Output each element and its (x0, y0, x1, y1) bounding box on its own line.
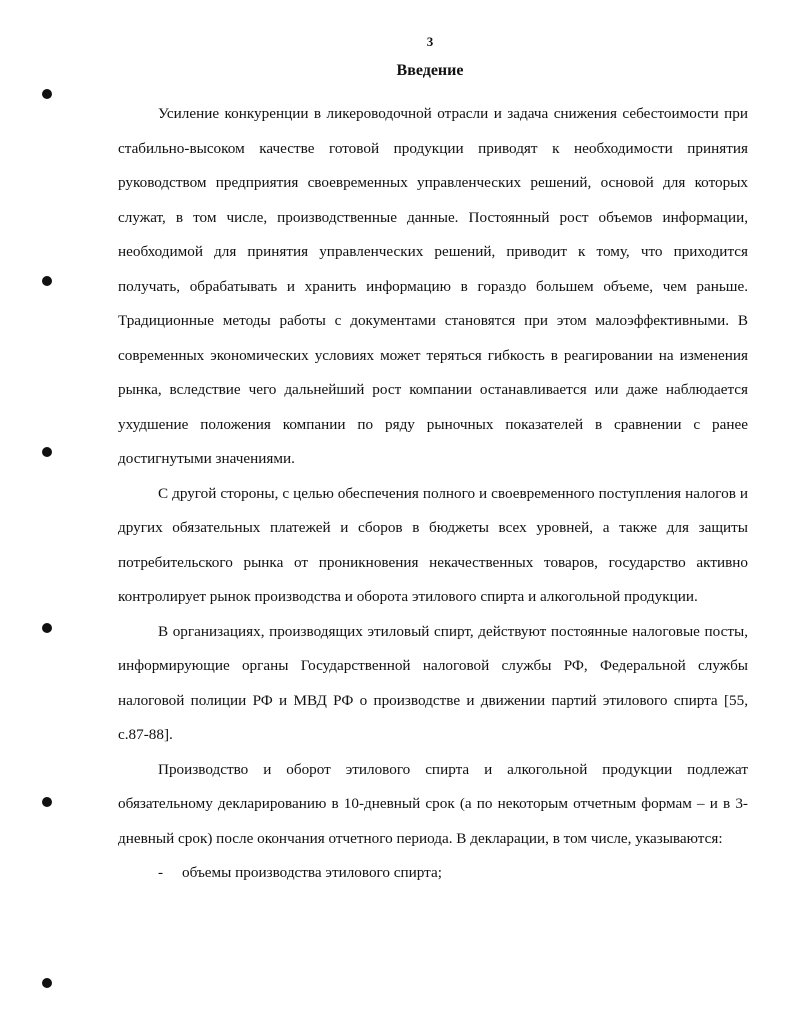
paragraph: С другой стороны, с целью обеспечения полного и своевременного поступления налогов и других обязательных платежей и сборов в бюджеты всех уровней, а также для защиты потребительского рынка от проникновения некачественных товаров, государство активно контролирует рынок производства и оборота этилового спирта и алкогольной продукции. (118, 484, 748, 605)
binder-hole-mark (42, 276, 52, 286)
list-marker: - (158, 864, 164, 881)
paragraph: Усиление конкуренции в ликероводочной отрасли и задача снижения себестоимости при стабильно-высоком качестве готовой продукции приводят к необходимости принятия руководством предприятия своевременных управленческих решений, основой для которых служат, в том числе, производственные данные. Постоянный рост объемов информации, необходимой для принятия управленческих решений, приводит к тому, что приходится получать, обрабатывать и хранить информацию в гораздо большем объеме, чем раньше. Традиционные методы работы с документами становятся при этом малоэффективными. В современных экономических условиях может теряться гибкость в реагировании на изменения рынка, вследствие чего дальнейший рост компании останавливается или даже наблюдается ухудшение положения компании по ряду рыночных показателей в сравнении с ранее достигнутыми значениями. (118, 105, 748, 467)
binder-hole-mark (42, 797, 52, 807)
list-item (118, 856, 748, 891)
list-item-text: объемы производства этилового спирта; (182, 864, 442, 881)
binder-hole-mark (42, 89, 52, 99)
section-title: Введение (396, 62, 464, 79)
binder-hole-mark (42, 978, 52, 988)
paragraph: Производство и оборот этилового спирта и алкогольной продукции подлежат обязательному декларированию в 10-дневный срок (а по некоторым отчетным формам – и в 3-дневный срок) после окончания отчетного периода. В декларации, в том числе, указываются: (118, 760, 748, 847)
paragraph: В организациях, производящих этиловый спирт, действуют постоянные налоговые посты, информирующие органы Государственной налоговой службы РФ, Федеральной службы налоговой полиции РФ и МВД РФ о производстве и движении партий этилового спирта [55, с.87-88]. (118, 622, 748, 743)
document-body (118, 97, 748, 891)
page-number: 3 (426, 34, 434, 49)
binder-hole-mark (42, 447, 52, 457)
binder-hole-mark (42, 623, 52, 633)
